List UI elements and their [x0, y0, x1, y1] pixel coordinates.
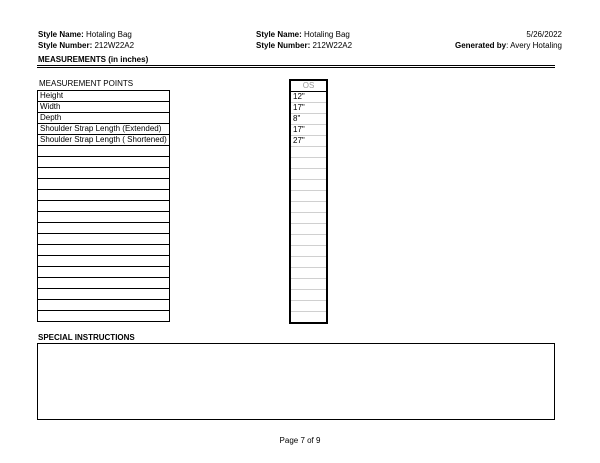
size-os-value-cell [290, 180, 327, 191]
measurement-point-cell [38, 278, 170, 289]
measurement-point-cell [38, 212, 170, 223]
measurement-point-cell [38, 245, 170, 256]
style-number-label: Style Number: [256, 41, 311, 50]
size-value-row [290, 147, 327, 158]
style-number-label: Style Number: [38, 41, 93, 50]
style-number-line [256, 40, 352, 51]
style-name-label: Style Name: [38, 30, 84, 39]
size-value-row [290, 257, 327, 268]
size-value-row [290, 224, 327, 235]
measurement-row [38, 91, 170, 102]
size-value-row [290, 202, 327, 213]
generated-by-line [455, 40, 562, 51]
size-value-row [290, 158, 327, 169]
section-divider [37, 65, 555, 68]
style-name-line [256, 29, 352, 40]
size-os-value-cell [290, 279, 327, 290]
measurement-row [38, 234, 170, 245]
header-left-block [38, 29, 134, 51]
style-name-value: Hotaling Bag [86, 30, 132, 39]
measurement-row [38, 212, 170, 223]
generated-by-value: : Avery Hotaling [506, 41, 562, 50]
measurement-point-cell [38, 289, 170, 300]
measurement-point-cell [38, 234, 170, 245]
measurement-row [38, 223, 170, 234]
measurement-point-cell [38, 300, 170, 311]
size-os-value-cell [290, 169, 327, 180]
size-os-value-cell [290, 246, 327, 257]
special-instructions-title: SPECIAL INSTRUCTIONS [38, 333, 135, 342]
size-value-row [290, 235, 327, 246]
measurements-title: MEASUREMENTS (in inches) [38, 55, 149, 64]
measurement-point-cell: Depth [38, 113, 170, 124]
header-right-block [455, 29, 562, 51]
measurement-point-cell [38, 267, 170, 278]
measurement-row [38, 278, 170, 289]
measurement-row [38, 245, 170, 256]
size-value-row [290, 180, 327, 191]
measurement-row [38, 157, 170, 168]
measurement-row [38, 201, 170, 212]
size-header-os: OS [290, 80, 327, 92]
style-name-value: Hotaling Bag [304, 30, 350, 39]
size-value-row [290, 103, 327, 114]
size-value-row [290, 279, 327, 290]
measurement-row [38, 300, 170, 311]
size-value-row [290, 92, 327, 103]
measurement-row [38, 311, 170, 322]
size-os-table [289, 79, 328, 324]
measurement-point-cell [38, 256, 170, 267]
measurement-point-cell: Width [38, 102, 170, 113]
size-os-value-cell [290, 191, 327, 202]
size-os-value-cell [290, 202, 327, 213]
size-os-value-cell: 17" [290, 103, 327, 114]
measurement-row [38, 168, 170, 179]
measurement-row [38, 190, 170, 201]
measurement-row [38, 102, 170, 113]
measurement-point-cell [38, 179, 170, 190]
measurement-point-cell: Shoulder Strap Length ( Shortened) [38, 135, 170, 146]
size-os-value-cell [290, 213, 327, 224]
measurement-point-cell [38, 146, 170, 157]
measurement-point-cell [38, 201, 170, 212]
size-value-row [290, 191, 327, 202]
size-os-value-cell [290, 235, 327, 246]
measurement-row [38, 113, 170, 124]
size-os-value-cell [290, 290, 327, 301]
size-value-row [290, 136, 327, 147]
generated-by-label: Generated by [454, 41, 507, 50]
measurement-point-cell: Shoulder Strap Length (Extended) [38, 124, 170, 135]
size-value-row [290, 268, 327, 279]
header-middle-block [256, 29, 352, 51]
size-value-row [290, 213, 327, 224]
size-os-value-cell [290, 312, 327, 324]
measurement-row [38, 267, 170, 278]
style-number-line [38, 40, 134, 51]
size-os-value-cell: 12" [290, 92, 327, 103]
measurement-points-header: MEASUREMENT POINTS [39, 79, 134, 88]
size-value-row [290, 301, 327, 312]
style-number-value: 212W22A2 [94, 41, 135, 50]
measurement-point-cell [38, 190, 170, 201]
size-value-row [290, 312, 327, 324]
page-number: Page 7 of 9 [279, 436, 321, 445]
size-os-value-cell: 8" [290, 114, 327, 125]
measurement-point-cell [38, 157, 170, 168]
size-value-row [290, 125, 327, 136]
document-date: 5/26/2022 [526, 30, 562, 39]
measurement-row [38, 124, 170, 135]
size-os-value-cell [290, 147, 327, 158]
measurement-point-cell [38, 223, 170, 234]
size-os-value-cell [290, 224, 327, 235]
size-os-value-cell: 27" [290, 136, 327, 147]
size-os-value-cell [290, 268, 327, 279]
size-os-value-cell [290, 301, 327, 312]
measurement-points-table [37, 90, 170, 322]
size-value-row [290, 246, 327, 257]
style-name-label: Style Name: [256, 30, 302, 39]
size-os-value-cell [290, 158, 327, 169]
measurement-point-cell: Height [38, 91, 170, 102]
style-name-line [38, 29, 134, 40]
measurement-row [38, 179, 170, 190]
size-header-row [290, 80, 327, 92]
measurement-point-cell [38, 168, 170, 179]
size-os-value-cell: 17" [290, 125, 327, 136]
size-value-row [290, 290, 327, 301]
measurement-row [38, 289, 170, 300]
size-value-row [290, 114, 327, 125]
measurement-point-cell [38, 311, 170, 322]
size-value-row [290, 169, 327, 180]
style-number-value: 212W22A2 [312, 41, 353, 50]
measurement-row [38, 146, 170, 157]
measurement-row [38, 256, 170, 267]
measurement-row [38, 135, 170, 146]
special-instructions-box [37, 343, 555, 420]
size-os-value-cell [290, 257, 327, 268]
